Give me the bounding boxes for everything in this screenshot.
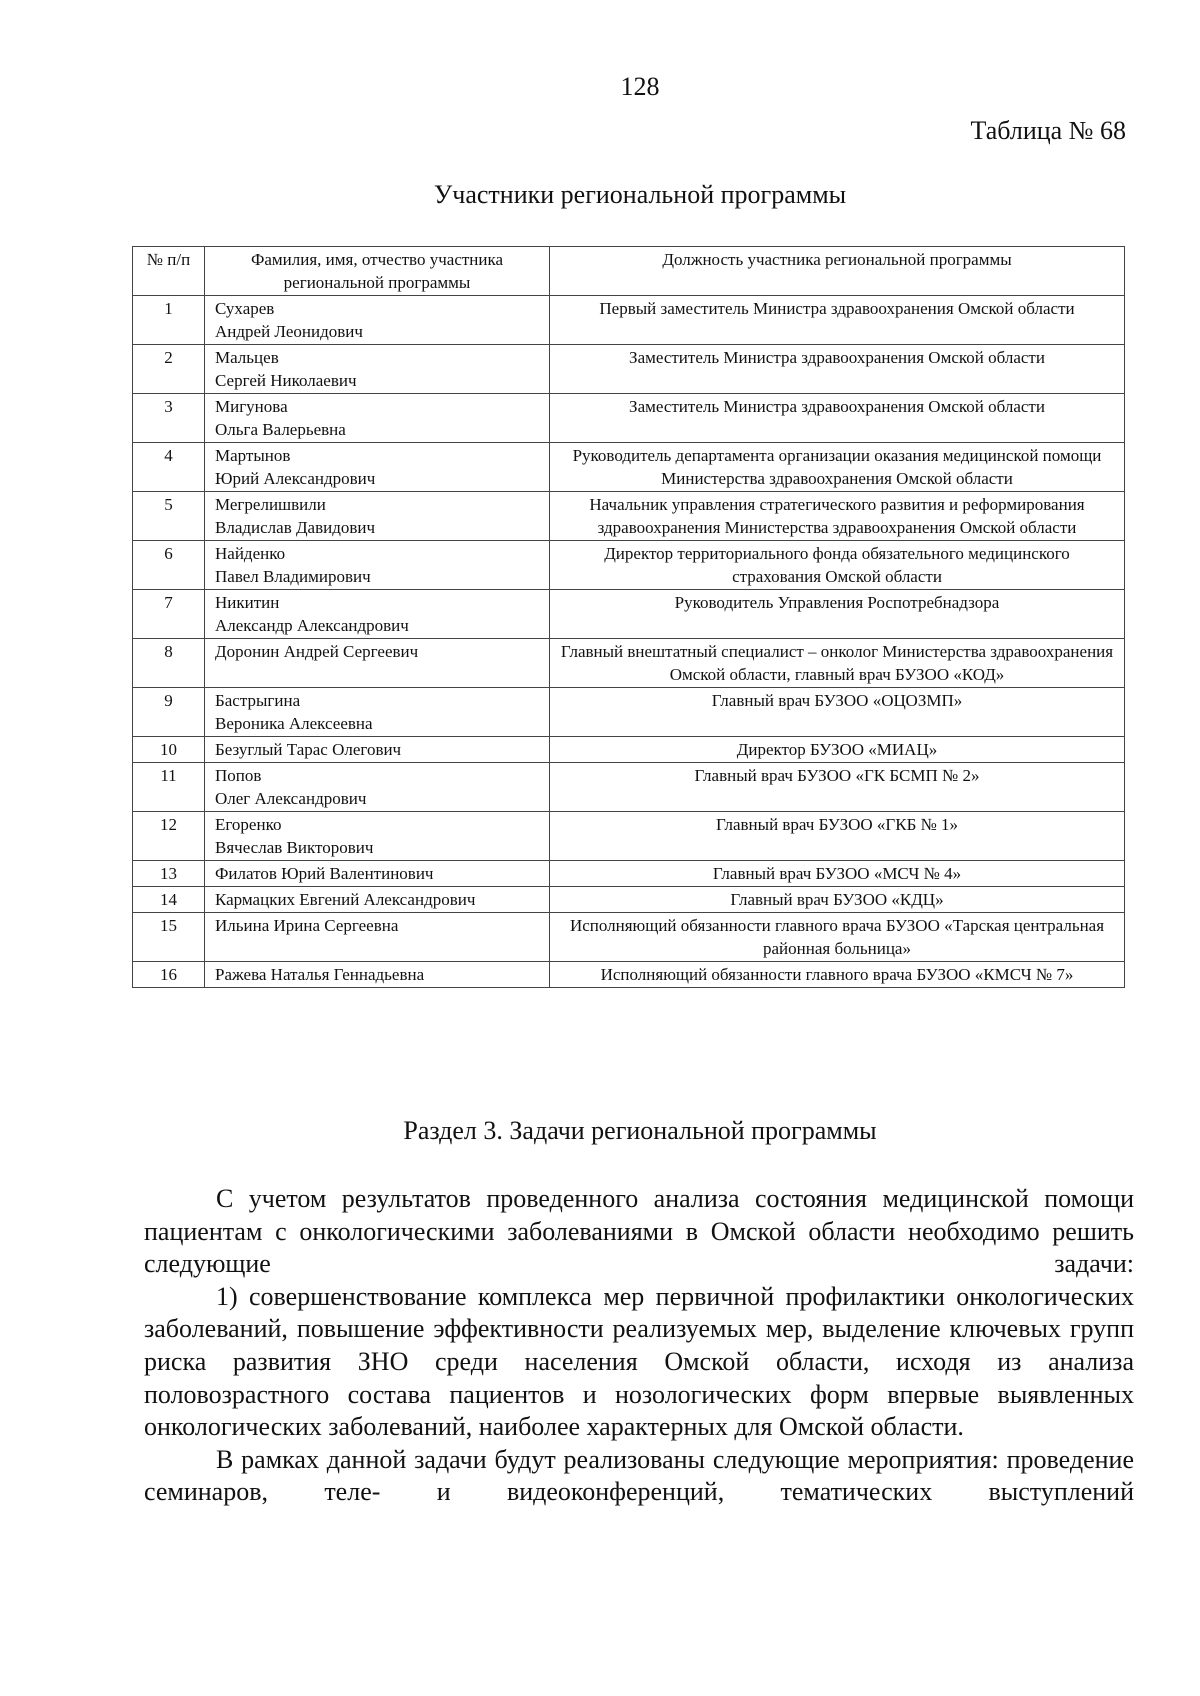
row-number: 15 — [133, 913, 205, 962]
table-row — [133, 492, 1125, 541]
row-number: 16 — [133, 962, 205, 988]
participant-name: Ильина Ирина Сергеевна — [205, 913, 550, 962]
row-number: 5 — [133, 492, 205, 541]
row-number: 12 — [133, 812, 205, 861]
participant-name: Доронин Андрей Сергеевич — [205, 639, 550, 688]
participant-name: Попов Олег Александрович — [205, 763, 550, 812]
participant-position: Первый заместитель Министра здравоохранения Омской области — [550, 296, 1125, 345]
paragraph-measures: В рамках данной задачи будут реализованы следующие мероприятия: проведение семинаров, теле- и видеоконференций, тематических выступлений — [144, 1444, 1134, 1507]
participant-position: Заместитель Министра здравоохранения Омской области — [550, 345, 1125, 394]
table-row — [133, 394, 1125, 443]
participant-name: Найденко Павел Владимирович — [205, 541, 550, 590]
table-row — [133, 639, 1125, 688]
participant-name: Мартынов Юрий Александрович — [205, 443, 550, 492]
participant-position: Главный врач БУЗОО «ГК БСМП № 2» — [550, 763, 1125, 812]
row-number: 1 — [133, 296, 205, 345]
row-number: 11 — [133, 763, 205, 812]
participant-position: Директор БУЗОО «МИАЦ» — [550, 737, 1125, 763]
participant-position: Начальник управления стратегического развития и реформирования здравоохранения Министерства здравоохранения Омской области — [550, 492, 1125, 541]
table-header-row — [133, 247, 1125, 296]
participant-position: Исполняющий обязанности главного врача БУЗОО «КМСЧ № 7» — [550, 962, 1125, 988]
table-row — [133, 688, 1125, 737]
table-row — [133, 541, 1125, 590]
table-row — [133, 913, 1125, 962]
participant-position: Директор территориального фонда обязательного медицинского страхования Омской области — [550, 541, 1125, 590]
table-title: Участники региональной программы — [433, 180, 847, 209]
participant-position: Главный врач БУЗОО «МСЧ № 4» — [550, 861, 1125, 887]
row-number: 8 — [133, 639, 205, 688]
participants-table — [132, 246, 1125, 988]
participant-position: Исполняющий обязанности главного врача БУЗОО «Тарская центральная районная больница» — [550, 913, 1125, 962]
participant-position: Руководитель департамента организации оказания медицинской помощи Министерства здравоохранения Омской области — [550, 443, 1125, 492]
row-number: 7 — [133, 590, 205, 639]
paragraph-task-1: 1) совершенствование комплекса мер первичной профилактики онкологических заболеваний, повышение эффективности реализуемых мер, выделение ключевых групп риска развития ЗНО среди населения Омской области, исходя из анализа половозрастного состава пациентов и нозологических форм впервые выявленных онкологических заболеваний, наиболее характерных для Омской области. — [144, 1281, 1134, 1442]
body-text — [144, 1183, 1134, 1509]
participant-name: Кармацких Евгений Александрович — [205, 887, 550, 913]
table-body — [133, 296, 1125, 988]
header-num: № п/п — [133, 247, 205, 296]
table-row — [133, 763, 1125, 812]
participant-name: Мигунова Ольга Валерьевна — [205, 394, 550, 443]
participant-position: Заместитель Министра здравоохранения Омской области — [550, 394, 1125, 443]
table-row — [133, 443, 1125, 492]
row-number: 6 — [133, 541, 205, 590]
row-number: 10 — [133, 737, 205, 763]
row-number: 4 — [133, 443, 205, 492]
participant-name: Безуглый Тарас Олегович — [205, 737, 550, 763]
participant-position: Главный врач БУЗОО «КДЦ» — [550, 887, 1125, 913]
table-row — [133, 590, 1125, 639]
participant-position: Главный врач БУЗОО «ОЦОЗМП» — [550, 688, 1125, 737]
table-row — [133, 861, 1125, 887]
table-row — [133, 737, 1125, 763]
participant-name: Бастрыгина Вероника Алексеевна — [205, 688, 550, 737]
table-row — [133, 812, 1125, 861]
participant-position: Главный врач БУЗОО «ГКБ № 1» — [550, 812, 1125, 861]
table-row — [133, 962, 1125, 988]
row-number: 9 — [133, 688, 205, 737]
table-row — [133, 887, 1125, 913]
row-number: 13 — [133, 861, 205, 887]
table-row — [133, 296, 1125, 345]
participant-position: Главный внештатный специалист – онколог Министерства здравоохранения Омской области, главный врач БУЗОО «КОД» — [550, 639, 1125, 688]
participant-name: Мальцев Сергей Николаевич — [205, 345, 550, 394]
page-number: 128 — [620, 72, 660, 101]
participant-name: Егоренко Вячеслав Викторович — [205, 812, 550, 861]
participant-position: Руководитель Управления Роспотребнадзора — [550, 590, 1125, 639]
table-label: Таблица № 68 — [970, 116, 1126, 145]
table-row — [133, 345, 1125, 394]
paragraph-intro: С учетом результатов проведенного анализа состояния медицинской помощи пациентам с онкологическими заболеваниями в Омской области необходимо решить следующие задачи: — [144, 1184, 1134, 1279]
participant-name: Ражева Наталья Геннадьевна — [205, 962, 550, 988]
participant-name: Никитин Александр Александрович — [205, 590, 550, 639]
row-number: 2 — [133, 345, 205, 394]
row-number: 3 — [133, 394, 205, 443]
participant-name: Филатов Юрий Валентинович — [205, 861, 550, 887]
participant-name: Мегрелишвили Владислав Давидович — [205, 492, 550, 541]
header-name: Фамилия, имя, отчество участника региональной программы — [205, 247, 550, 296]
section-heading: Раздел 3. Задачи региональной программы — [403, 1116, 877, 1145]
participant-name: Сухарев Андрей Леонидович — [205, 296, 550, 345]
header-position: Должность участника региональной программы — [550, 247, 1125, 296]
row-number: 14 — [133, 887, 205, 913]
